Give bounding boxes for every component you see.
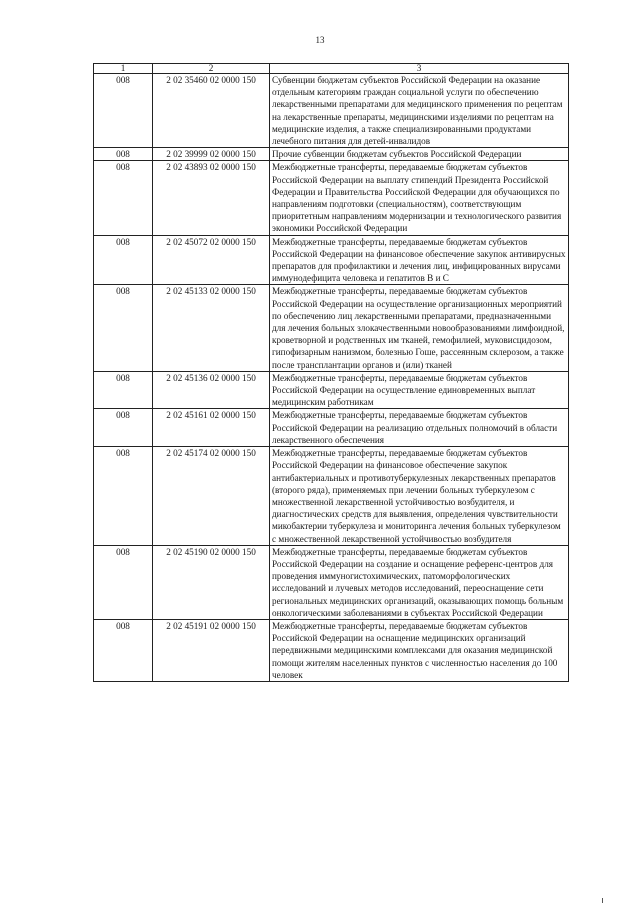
row-admin-code: 008: [94, 447, 153, 546]
table-row: [94, 74, 569, 148]
page-number: 13: [315, 35, 325, 45]
row-budget-code: 2 02 45190 02 0000 150: [153, 545, 270, 619]
row-admin-code: 008: [94, 161, 153, 235]
row-budget-code: 2 02 45161 02 0000 150: [153, 409, 270, 447]
table-row: [94, 148, 569, 161]
row-description: Прочие субвенции бюджетам субъектов Российской Федерации: [270, 148, 569, 161]
row-admin-code: 008: [94, 371, 153, 409]
header-col-2: 2: [153, 64, 270, 74]
row-admin-code: 008: [94, 619, 153, 681]
table-row: [94, 285, 569, 371]
table-header-row: [94, 64, 569, 74]
row-description: Межбюджетные трансферты, передаваемые бюджетам субъектов Российской Федерации на выплату стипендий Президента Российской Федерации и Правительства Российской Федерации для обучающихся по направлениям подготовки (специальностям), соответствующим приоритетным направлениям модернизации и технологического развития экономики Российской Федерации: [270, 161, 569, 235]
table-row: [94, 545, 569, 619]
scan-edge-mark: [602, 898, 603, 903]
row-admin-code: 008: [94, 545, 153, 619]
row-budget-code: 2 02 45133 02 0000 150: [153, 285, 270, 371]
row-admin-code: 008: [94, 285, 153, 371]
row-budget-code: 2 02 45174 02 0000 150: [153, 447, 270, 546]
table-row: [94, 447, 569, 546]
table-row: [94, 409, 569, 447]
header-col-1: 1: [94, 64, 153, 74]
budget-classification-table: [93, 63, 569, 682]
table-row: [94, 161, 569, 235]
row-description: Межбюджетные трансферты, передаваемые бюджетам субъектов Российской Федерации на осуществление единовременных выплат медицинским работникам: [270, 371, 569, 409]
table-row: [94, 619, 569, 681]
row-budget-code: 2 02 43893 02 0000 150: [153, 161, 270, 235]
row-admin-code: 008: [94, 235, 153, 285]
row-description: Межбюджетные трансферты, передаваемые бюджетам субъектов Российской Федерации на финансовое обеспечение закупок антивирусных препаратов для профилактики и лечения лиц, инфицированных вирусами иммунодефицита человека и гепатитов B и C: [270, 235, 569, 285]
header-col-3: 3: [270, 64, 569, 74]
row-admin-code: 008: [94, 74, 153, 148]
row-description: Межбюджетные трансферты, передаваемые бюджетам субъектов Российской Федерации на оснащение медицинских организаций передвижными медицинскими комплексами для оказания медицинской помощи жителям населенных пунктов с численностью населения до 100 человек: [270, 619, 569, 681]
row-description: Межбюджетные трансферты, передаваемые бюджетам субъектов Российской Федерации на осуществление организационных мероприятий по обеспечению лиц лекарственными препаратами, предназначенными для лечения больных злокачественными новообразованиями лимфоидной, кроветворной и родственных им тканей, гемофилией, муковисцидозом, гипофизарным нанизмом, болезнью Гоше, рассеянным склерозом, а также после трансплантации органов и (или) тканей: [270, 285, 569, 371]
row-budget-code: 2 02 35460 02 0000 150: [153, 74, 270, 148]
row-description: Межбюджетные трансферты, передаваемые бюджетам субъектов Российской Федерации на реализацию отдельных полномочий в области лекарственного обеспечения: [270, 409, 569, 447]
row-budget-code: 2 02 39999 02 0000 150: [153, 148, 270, 161]
row-description: Межбюджетные трансферты, передаваемые бюджетам субъектов Российской Федерации на создание и оснащение референс-центров для проведения иммуногистохимических, патоморфологических исследований и лучевых методов исследований, переоснащение сети региональных медицинских организаций, оказывающих помощь больным онкологическими заболеваниями в субъектах Российской Федерации: [270, 545, 569, 619]
row-budget-code: 2 02 45136 02 0000 150: [153, 371, 270, 409]
row-description: Межбюджетные трансферты, передаваемые бюджетам субъектов Российской Федерации на финансовое обеспечение закупок антибактериальных и противотуберкулезных лекарственных препаратов (второго ряда), применяемых при лечении больных туберкулезом с множественной лекарственной устойчивостью возбудителя, и диагностических средств для выявления, определения чувствительности микобактерии туберкулеза и мониторинга лечения больных туберкулезом с множественной лекарственной устойчивостью возбудителя: [270, 447, 569, 546]
row-admin-code: 008: [94, 409, 153, 447]
table-row: [94, 235, 569, 285]
row-budget-code: 2 02 45072 02 0000 150: [153, 235, 270, 285]
table-row: [94, 371, 569, 409]
row-budget-code: 2 02 45191 02 0000 150: [153, 619, 270, 681]
row-admin-code: 008: [94, 148, 153, 161]
row-description: Субвенции бюджетам субъектов Российской Федерации на оказание отдельным категориям граждан социальной услуги по обеспечению лекарственными препаратами для медицинского применения по рецептам на лекарственные препараты, медицинскими изделиями по рецептам на медицинские изделия, а также специализированными продуктами лечебного питания для детей-инвалидов: [270, 74, 569, 148]
